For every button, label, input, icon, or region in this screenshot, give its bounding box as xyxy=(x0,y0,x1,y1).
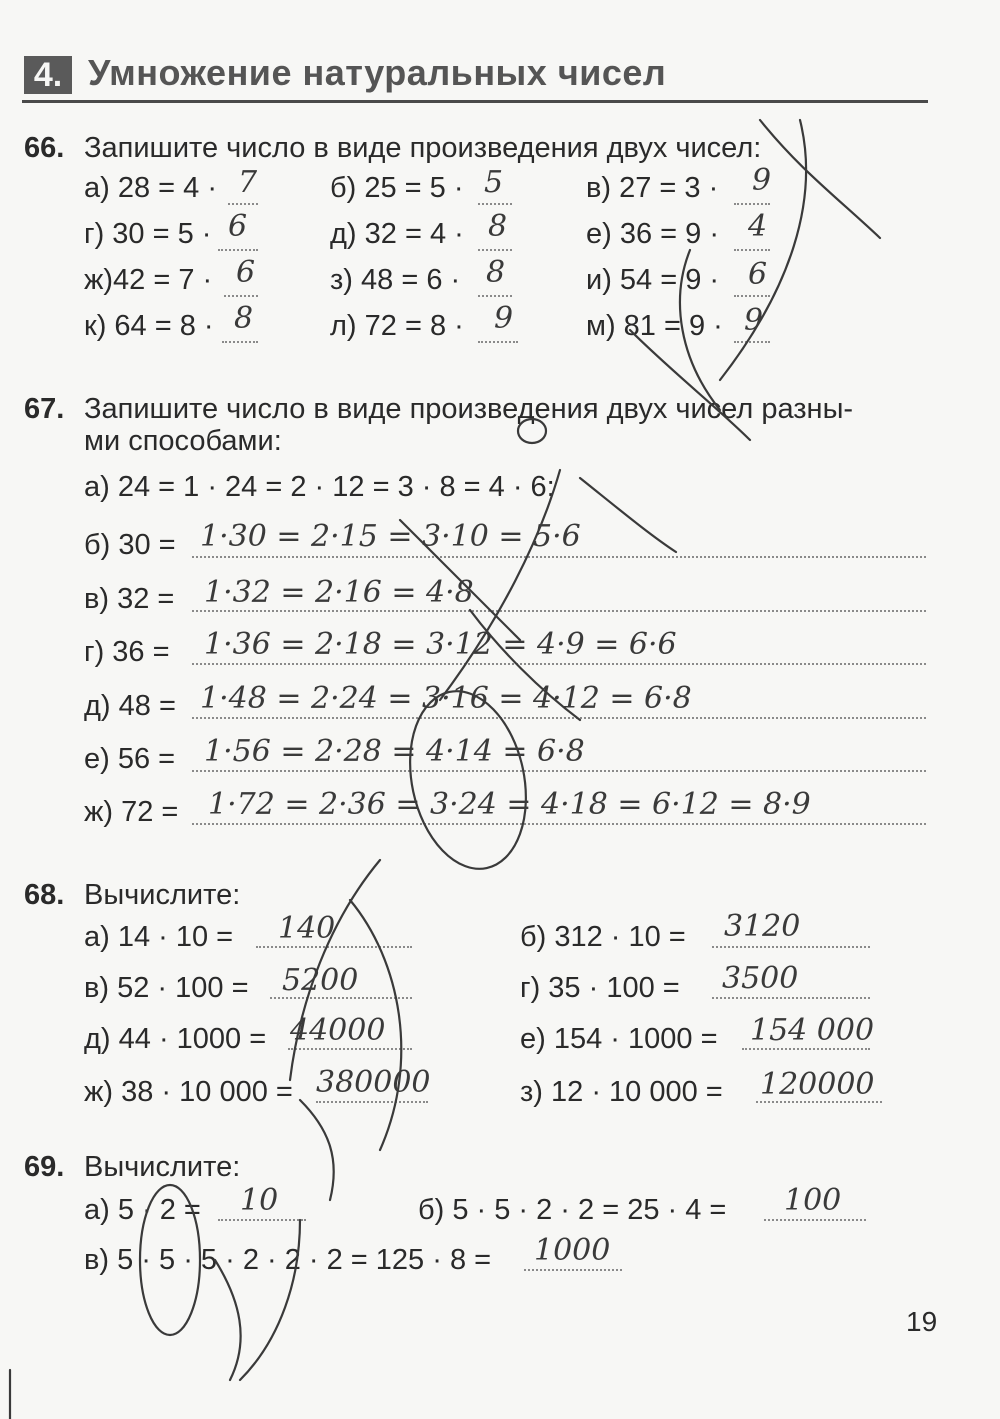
ex68-item-answer: 44000 xyxy=(290,1013,386,1048)
ex66-item-answer: 5 xyxy=(484,165,504,200)
chapter-number: 4. xyxy=(24,56,72,94)
chapter-header xyxy=(22,48,928,103)
answer-line xyxy=(742,1048,870,1050)
ex66-item-answer: 8 xyxy=(486,255,506,290)
answer-line xyxy=(524,1269,622,1271)
ex66-item-label: в) 27 = 3 · xyxy=(586,172,719,204)
pen-stroke xyxy=(215,1260,241,1380)
ex67-item-label: б) 30 = xyxy=(84,529,176,561)
ex66-item-answer: 4 xyxy=(748,209,768,244)
ex66-item-label: к) 64 = 8 · xyxy=(84,310,214,342)
ex67-item-answer: 1·30 = 2·15 = 3·10 = 5·6 xyxy=(200,519,581,554)
ex66-item-label: з) 48 = 6 · xyxy=(330,264,461,296)
answer-line xyxy=(734,249,770,251)
answer-line xyxy=(712,997,870,999)
exercise-68-prompt: Вычислите: xyxy=(84,879,241,911)
exercise-66-number: 66. xyxy=(24,132,65,164)
answer-line xyxy=(228,203,258,205)
ex66-item-label: а) 28 = 4 · xyxy=(84,172,217,204)
answer-line xyxy=(218,1219,306,1221)
exercise-67-number: 67. xyxy=(24,393,65,425)
answer-line xyxy=(192,663,926,665)
ex67-item-label: ж) 72 = xyxy=(84,796,179,828)
ex66-item-label: и) 54 = 9 · xyxy=(586,264,720,296)
ex68-item-label: г) 35 · 100 = xyxy=(520,972,680,1004)
answer-line xyxy=(192,770,926,772)
ex66-item-answer: 9 xyxy=(752,163,772,198)
answer-line xyxy=(288,1048,412,1050)
ex68-item-label: ж) 38 · 10 000 = xyxy=(84,1076,293,1108)
exercise-67-prompt: Запишите число в виде произведения двух чисел разны- xyxy=(84,393,854,425)
ex66-item-label: б) 25 = 5 · xyxy=(330,172,464,204)
ex66-item-answer: 8 xyxy=(488,209,508,244)
pen-stroke xyxy=(300,1100,334,1200)
ex66-item-label: г) 30 = 5 · xyxy=(84,218,212,250)
ex69-item-label: б) 5 · 5 · 2 · 2 = 25 · 4 = xyxy=(418,1194,727,1226)
ex66-item-answer: 9 xyxy=(744,303,764,338)
ex66-item-label: л) 72 = 8 · xyxy=(330,310,464,342)
pen-stroke xyxy=(580,478,676,552)
answer-line xyxy=(192,823,926,825)
answer-line xyxy=(316,1101,428,1103)
ex68-item-answer: 120000 xyxy=(760,1067,875,1102)
ex66-item-label: м) 81 = 9 · xyxy=(586,310,723,342)
ex68-item-answer: 154 000 xyxy=(750,1013,875,1048)
ex69-item-answer: 1000 xyxy=(534,1233,611,1268)
answer-line xyxy=(192,717,926,719)
ex68-item-label: з) 12 · 10 000 = xyxy=(520,1076,723,1108)
chapter-title: Умножение натуральных чисел xyxy=(88,52,667,93)
ex69-item-label: в) 5 · 5 · 5 · 2 · 2 · 2 = 125 · 8 = xyxy=(84,1244,492,1276)
answer-line xyxy=(218,249,258,251)
answer-line xyxy=(734,203,770,205)
ex68-item-answer: 3120 xyxy=(724,909,801,944)
answer-line xyxy=(222,341,258,343)
ex67-item-answer: 1·48 = 2·24 = 3·16 = 4·12 = 6·8 xyxy=(200,681,692,716)
answer-line xyxy=(712,946,870,948)
answer-line xyxy=(764,1219,866,1221)
answer-line xyxy=(478,341,518,343)
ex69-item-label: а) 5 · 2 = xyxy=(84,1194,201,1226)
ex67-item-label: е) 56 = xyxy=(84,743,176,775)
ex66-item-answer: 7 xyxy=(238,165,258,200)
answer-line xyxy=(192,610,926,612)
exercise-67-prompt-continued: ми способами: xyxy=(84,425,282,457)
answer-line xyxy=(734,295,770,297)
answer-line xyxy=(478,203,512,205)
answer-line xyxy=(478,295,512,297)
ex67-item-label: г) 36 = xyxy=(84,636,170,668)
answer-line xyxy=(478,249,512,251)
exercise-69-prompt: Вычислите: xyxy=(84,1151,241,1183)
ex67-item-label: в) 32 = xyxy=(84,583,175,615)
ex68-item-answer: 380000 xyxy=(316,1065,431,1100)
ex68-item-label: в) 52 · 100 = xyxy=(84,972,249,1004)
ex68-item-answer: 3500 xyxy=(722,961,799,996)
exercise-68-number: 68. xyxy=(24,879,65,911)
ex68-item-label: д) 44 · 1000 = xyxy=(84,1023,267,1055)
ex67-item-label: д) 48 = xyxy=(84,690,176,722)
ex67-item-answer: 1·36 = 2·18 = 3·12 = 4·9 = 6·6 xyxy=(204,627,677,662)
ex68-item-answer: 140 xyxy=(278,911,336,946)
ex69-item-answer: 100 xyxy=(784,1183,842,1218)
pen-stroke xyxy=(760,120,880,238)
ex66-item-answer: 6 xyxy=(236,255,256,290)
ex68-item-answer: 5200 xyxy=(282,963,359,998)
ex66-item-answer: 8 xyxy=(234,301,254,336)
ex68-item-label: а) 14 · 10 = xyxy=(84,921,234,953)
ex66-item-label: ж)42 = 7 · xyxy=(84,264,213,296)
ex66-item-label: е) 36 = 9 · xyxy=(586,218,719,250)
exercise-66-prompt: Запишите число в виде произведения двух чисел: xyxy=(84,132,762,164)
exercise-67-example: а) 24 = 1 · 24 = 2 · 12 = 3 · 8 = 4 · 6; xyxy=(84,471,555,503)
exercise-69-number: 69. xyxy=(24,1151,65,1183)
page-number: 19 xyxy=(906,1306,938,1337)
answer-line xyxy=(192,556,926,558)
ex66-item-answer: 6 xyxy=(228,209,248,244)
ex68-item-label: е) 154 · 1000 = xyxy=(520,1023,718,1055)
ex66-item-answer: 6 xyxy=(748,257,768,292)
answer-line xyxy=(256,946,412,948)
ex66-item-label: д) 32 = 4 · xyxy=(330,218,464,250)
ex67-item-answer: 1·72 = 2·36 = 3·24 = 4·18 = 6·12 = 8·9 xyxy=(208,787,811,822)
answer-line xyxy=(224,295,258,297)
ex66-item-answer: 9 xyxy=(494,301,514,336)
ex69-item-answer: 10 xyxy=(240,1183,279,1218)
ex67-item-answer: 1·32 = 2·16 = 4·8 xyxy=(204,575,474,610)
answer-line xyxy=(734,341,770,343)
ex68-item-label: б) 312 · 10 = xyxy=(520,921,686,953)
ex67-item-answer: 1·56 = 2·28 = 4·14 = 6·8 xyxy=(204,734,585,769)
